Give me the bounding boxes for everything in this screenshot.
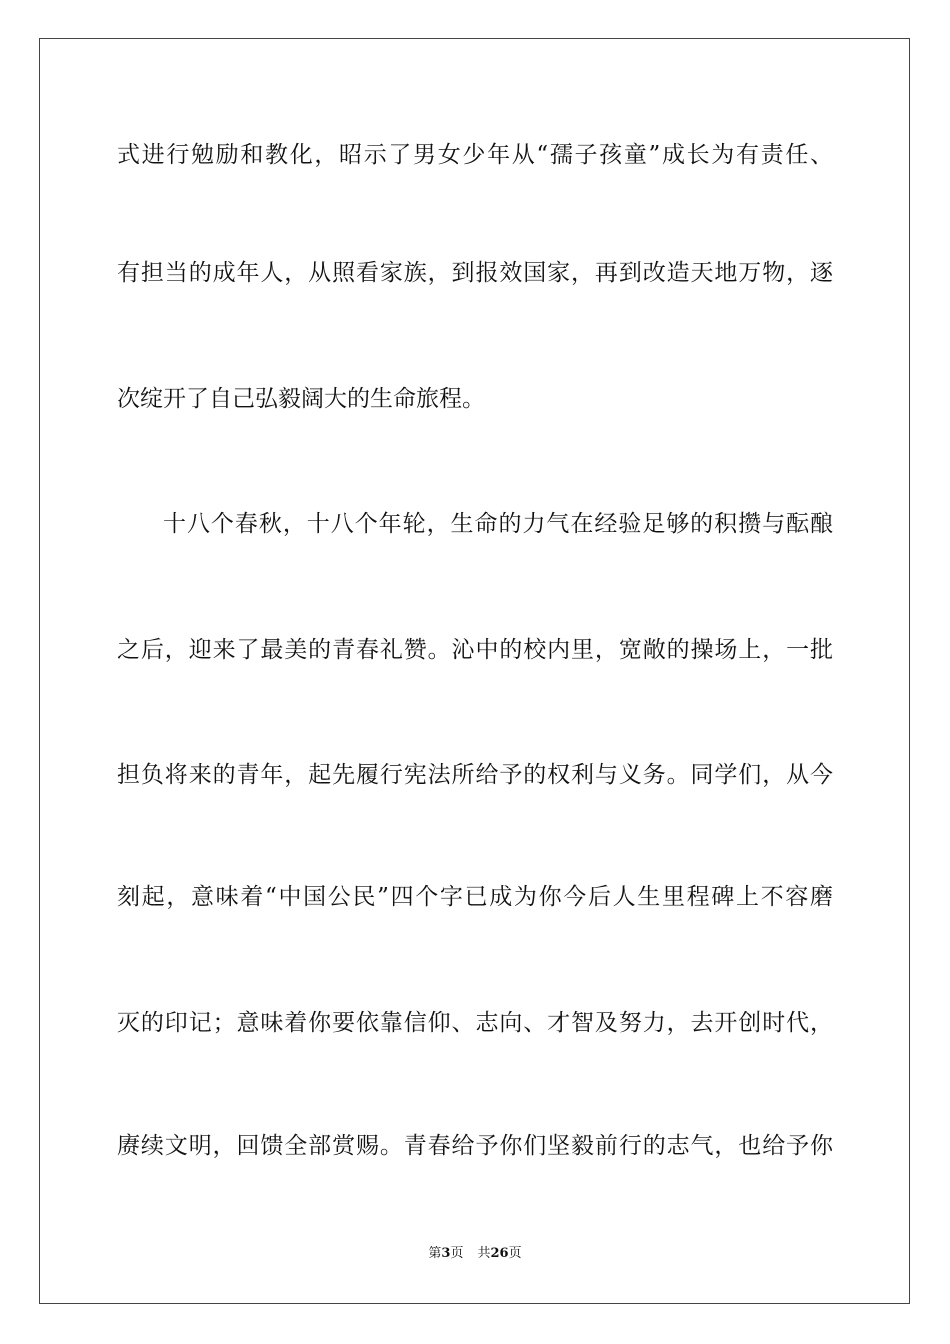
text-line: 赓续文明，回馈全部赏赐。青春给予你们坚毅前行的志气，也给予你 (117, 1133, 833, 1159)
page-prefix: 第 (428, 1246, 442, 1261)
text-line: 式进行勉励和教化，昭示了男女少年从“孺子孩童”成长为有责任、 (117, 142, 833, 168)
page-footer (0, 1245, 950, 1263)
text-line: 刻起，意味着“中国公民”四个字已成为你今后人生里程碑上不容磨 (117, 884, 833, 910)
text-line: 次绽开了自己弘毅阔大的生命旅程。 (117, 386, 485, 412)
total-prefix: 共 (477, 1246, 491, 1261)
text-line: 十八个春秋，十八个年轮，生命的力气在经验足够的积攒与酝酿 (163, 511, 833, 537)
text-line: 灭的印记；意味着你要依靠信仰、志向、才智及努力，去开创时代， (117, 1010, 833, 1036)
page-number: 3 (441, 1246, 451, 1261)
text-line: 之后，迎来了最美的青春礼赞。沁中的校内里，宽敞的操场上，一批 (117, 637, 833, 663)
total-suffix: 页 (508, 1246, 522, 1261)
page-suffix: 页 (450, 1246, 464, 1261)
page-border (39, 38, 910, 1304)
total-pages: 26 (490, 1246, 509, 1261)
text-line: 担负将来的青年，起先履行宪法所给予的权利与义务。同学们，从今 (117, 762, 833, 788)
text-line: 有担当的成年人，从照看家族，到报效国家，再到改造天地万物，逐 (117, 260, 833, 286)
